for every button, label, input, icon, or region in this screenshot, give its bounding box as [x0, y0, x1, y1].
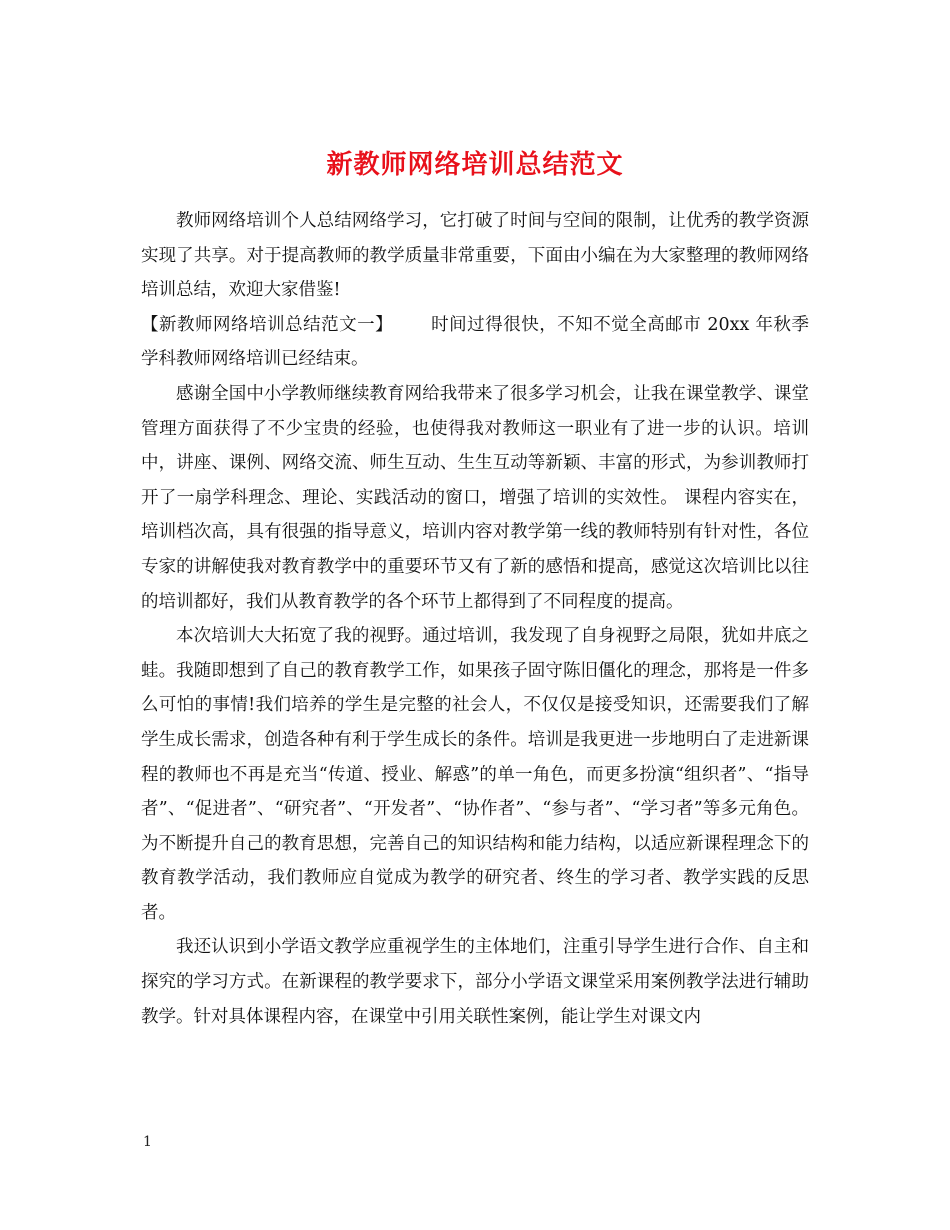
body-paragraph-3: 我还认识到小学语文教学应重视学生的主体地们，注重引导学生进行合作、自主和探究的学习方式。在新课程的教学要求下，部分小学语文课堂采用案例教学法进行辅助教学。针对具体课程内容，在课堂中引用关联性案例，能让学生对课文内: [141, 937, 809, 1027]
body-paragraph-1: 感谢全国中小学教师继续教育网给我带来了很多学习机会，让我在课堂教学、课堂管理方面获得了不少宝贵的经验，也使得我对教师这一职业有了进一步的认识。培训中，讲座、课例、网络交流、师生互动、生生互动等新颖、丰富的形式，为参训教师打开了一扇学科理念、理论、实践活动的窗口，增强了培训的实效性。 课程内容实在，培训档次高，具有很强的指导意义，培训内容对教学第一线的教师特别有针对性，各位专家的讲解使我对教育教学中的重要环节又有了新的感悟和提高，感觉这次培训比以往的培训都好，我们从教育教学的各个环节上都得到了不同程度的提高。: [141, 383, 809, 612]
page-title: 新教师网络培训总结范文: [326, 150, 624, 181]
section-heading: 【新教师网络培训总结范文一】: [141, 314, 394, 335]
section-one-line: [141, 308, 809, 377]
body-paragraph-2: 本次培训大大拓宽了我的视野。通过培训，我发现了自身视野之局限，犹如井底之蛙。我随即想到了自己的教育教学工作，如果孩子固守陈旧僵化的理念，那将是一件多么可怕的事情!我们培养的学生是完整的社会人，不仅仅是接受知识，还需要我们了解学生成长需求，创造各种有利于学生成长的条件。培训是我更进一步地明白了走进新课程的教师也不再是充当“传道、授业、解惑”的单一角色，而更多扮演“组织者”、“指导者”、“促进者”、“研究者”、“开发者”、“协作者”、“参与者”、“学习者”等多元角色。为不断提升自己的教育思想，完善自己的知识结构和能力结构，以适应新课程理念下的教育教学活动，我们教师应自觉成为教学的研究者、终生的学习者、教学实践的反思者。: [141, 626, 809, 923]
section-lead-text: 时间过得很快，不知不觉全高邮市 20xx 年秋季学科教师网络培训已经结束。: [141, 314, 809, 370]
page-number: 1: [143, 1134, 152, 1150]
intro-paragraph: 教师网络培训个人总结网络学习，它打破了时间与空间的限制，让优秀的教学资源实现了共享。对于提高教师的教学质量非常重要，下面由小编在为大家整理的教师网络培训总结，欢迎大家借鉴!: [141, 211, 809, 301]
document-body: [141, 204, 809, 1034]
